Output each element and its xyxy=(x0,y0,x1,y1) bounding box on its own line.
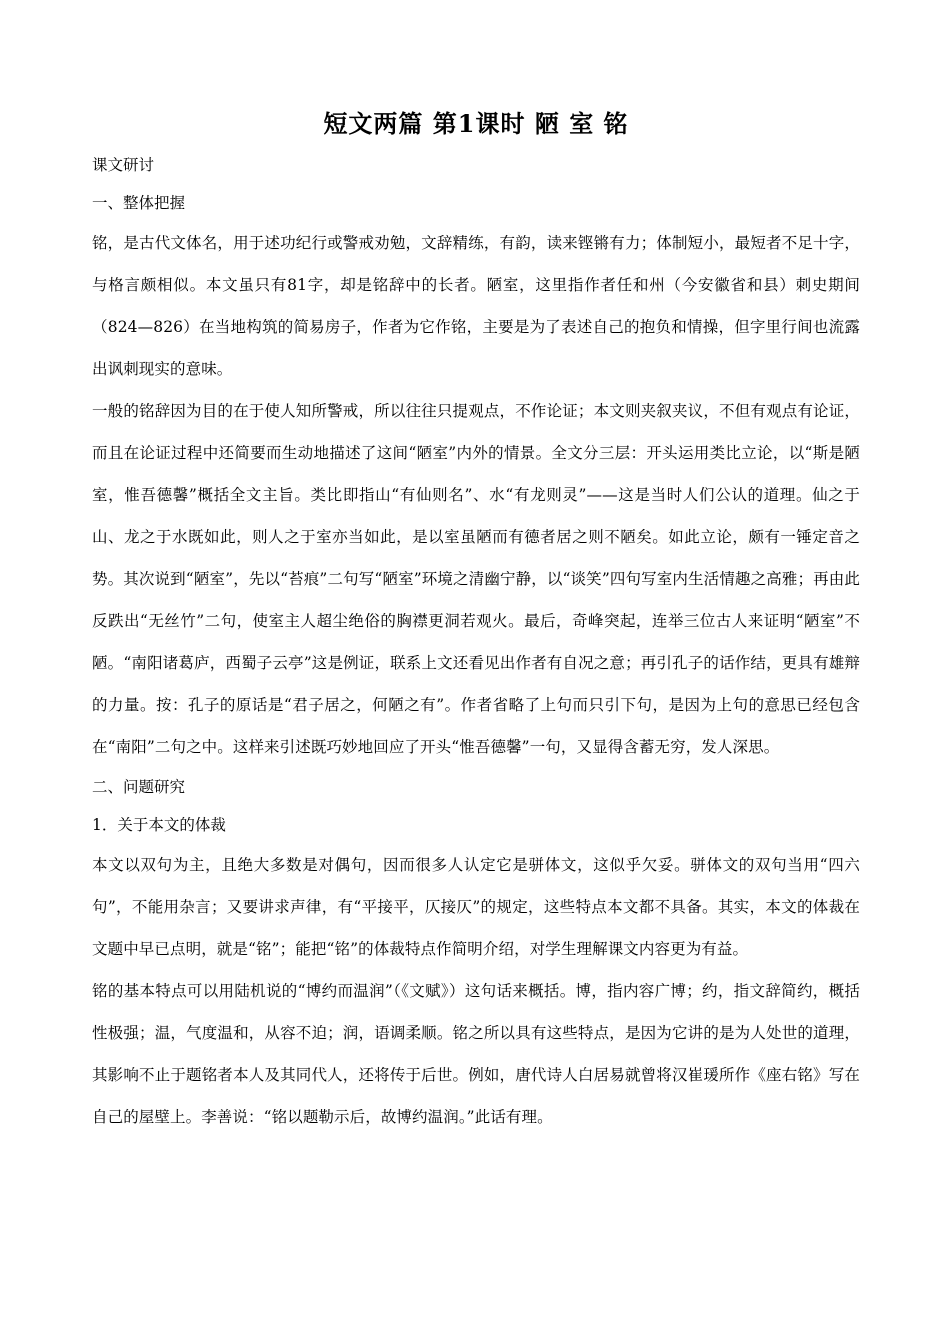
paragraph-genre-intro: 铭，是古代文体名，用于述功纪行或警戒劝勉，文辞精练，有韵，读来铿锵有力；体制短小，最短者不足十字，与格言颇相似。本文虽只有81字，却是铭辞中的长者。陋室，这里指作者任和州（今安徽省和县）刺史期间（824—826）在当地构筑的简易房子，作者为它作铭，主要是为了表述自己的抱负和情操，但字里行间也流露出讽刺现实的意味。 xyxy=(92,234,860,378)
question1-heading: 1．关于本文的体裁 xyxy=(92,816,226,834)
paragraph-style-discussion: 本文以双句为主，且绝大多数是对偶句，因而很多人认定它是骈体文，这似乎欠妥。骈体文的双句当用“四六句”，不能用杂言；又要讲求声律，有“平接平，仄接仄”的规定，这些特点本文都不具备。其实，本文的体裁在文题中早已点明，就是“铭”；能把“铭”的体裁特点作简明介绍，对学生理解课文内容更为有益。 xyxy=(92,856,860,958)
part2-heading: 二、问题研究 xyxy=(92,778,186,796)
paragraph-inscription-features: 铭的基本特点可以用陆机说的“博约而温润”（《文赋》）这句话来概括。博，指内容广博；约，指文辞简约，概括性极强；温，气度温和，从容不迫；润，语调柔顺。铭之所以具有这些特点，是因为它讲的是为人处世的道理，其影响不止于题铭者本人及其同代人，还将传于后世。例如，唐代诗人白居易就曾将汉崔瑗所作《座右铭》写在自己的屋壁上。李善说：“铭以题勒示后，故博约温润。”此话有理。 xyxy=(92,982,860,1126)
document-title: 短文两篇 第1课时 陋 室 铭 xyxy=(323,109,629,138)
part1-heading: 一、整体把握 xyxy=(92,194,186,212)
document-page xyxy=(92,104,860,1138)
paragraph-structure-analysis: 一般的铭辞因为目的在于使人知所警戒，所以往往只提观点，不作论证；本文则夹叙夹议，不但有观点有论证，而且在论证过程中还简要而生动地描述了这间“陋室”内外的情景。全文分三层：开头运用类比立论，以“斯是陋室，惟吾德馨”概括全文主旨。类比即指山“有仙则名”、水“有龙则灵”——这是当时人们公认的道理。仙之于山、龙之于水既如此，则人之于室亦当如此，是以室虽陋而有德者居之则不陋矣。如此立论，颇有一锤定音之势。其次说到“陋室”，先以“苔痕”二句写“陋室”环境之清幽宁静，以“谈笑”四句写室内生活情趣之高雅；再由此反跌出“无丝竹”二句，使室主人超尘绝俗的胸襟更洞若观火。最后，奇峰突起，连举三位古人来证明“陋室”不陋。“南阳诸葛庐，西蜀子云亭”这是例证，联系上文还看见出作者有自况之意；再引孔子的话作结，更具有雄辩的力量。按：孔子的原话是“君子居之，何陋之有”。作者省略了上句而只引下句，是因为上句的意思已经包含在“南阳”二句之中。这样来引述既巧妙地回应了开头“惟吾德馨”一句，又显得含蓄无穷，发人深思。 xyxy=(92,402,860,756)
section-label: 课文研讨 xyxy=(92,156,155,174)
